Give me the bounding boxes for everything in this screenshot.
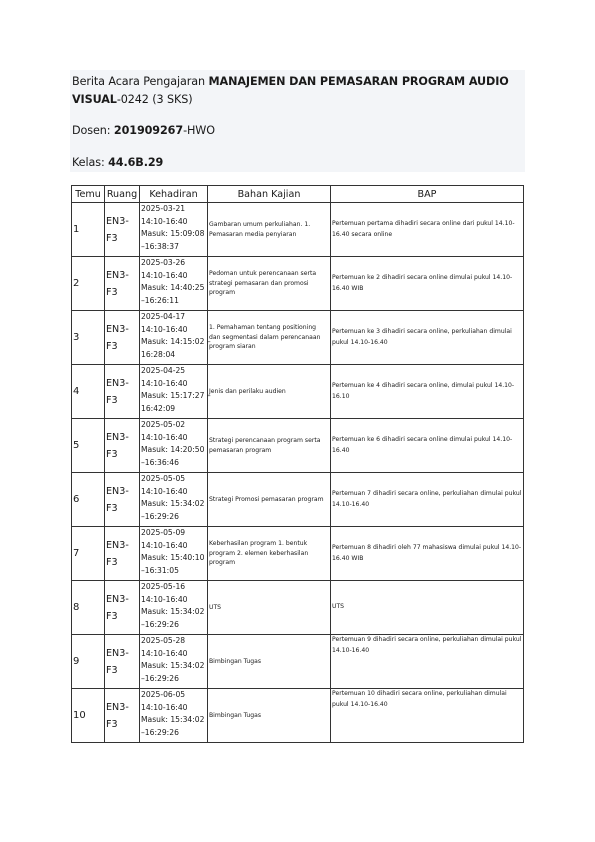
meeting-number: 8 — [72, 581, 105, 635]
checkout-time: –16:26:11 — [141, 295, 179, 305]
table-row — [72, 689, 524, 743]
table-row — [72, 527, 524, 581]
room-code: EN3- — [106, 593, 129, 605]
study-material: 1. Pemahaman tentang positioning dan segmentasi dalam perencanaan program siaran — [208, 311, 331, 365]
title-prefix: Berita Acara Pengajaran — [72, 75, 209, 88]
study-material: Bimbingan Tugas — [208, 689, 331, 743]
room-code: F3 — [106, 394, 118, 406]
meeting-time: 14:10-16:40 — [141, 378, 188, 388]
attendance-cell — [140, 473, 208, 527]
document-title — [72, 73, 522, 109]
checkout-time: –16:29:26 — [141, 727, 179, 737]
meeting-date: 2025-03-26 — [141, 258, 186, 267]
meeting-report: UTS — [331, 581, 524, 635]
lecturer-line — [72, 122, 215, 140]
meeting-report: Pertemuan 9 dihadiri secara online, perkuliahan dimulai pukul 14.10-16.40 — [331, 635, 524, 689]
room-cell — [105, 473, 140, 527]
checkout-time: –16:29:26 — [141, 673, 179, 683]
checkin-time: Masuk: 15:34:02 — [141, 607, 205, 617]
meeting-time: 14:10-16:40 — [141, 594, 188, 604]
room-code: EN3- — [106, 701, 129, 713]
class-line — [72, 154, 163, 172]
room-code: EN3- — [106, 377, 129, 389]
meeting-number: 7 — [72, 527, 105, 581]
checkin-time: Masuk: 14:15:02 – — [141, 337, 211, 347]
attendance-cell — [140, 527, 208, 581]
meeting-date: 2025-03-21 — [141, 204, 186, 213]
attendance-cell — [140, 581, 208, 635]
study-material: Keberhasilan program 1. bentuk program 2. elemen keberhasilan program — [208, 527, 331, 581]
meeting-report: Pertemuan ke 3 dihadiri secara online, perkuliahan dimulai pukul 14.10-16.40 — [331, 311, 524, 365]
class-label: Kelas: — [72, 156, 109, 169]
attendance-cell — [140, 689, 208, 743]
meeting-number: 1 — [72, 203, 105, 257]
room-code: EN3- — [106, 323, 129, 335]
checkout-time: 16:42:09 — [141, 403, 176, 413]
checkout-time: –16:36:46 — [141, 457, 179, 467]
meeting-date: 2025-05-02 — [141, 420, 186, 429]
room-cell — [105, 365, 140, 419]
class-value: 44.6B.29 — [108, 156, 164, 169]
meeting-report: Pertemuan ke 4 dihadiri secara online, dimulai pukul 14.10-16.10 — [331, 365, 524, 419]
room-cell — [105, 203, 140, 257]
study-material: Strategi perencanaan program serta pemasaran program — [208, 419, 331, 473]
course-name: MANAJEMEN DAN PEMASARAN PROGRAM AUDIO VISUAL — [72, 75, 509, 106]
study-material: Bimbingan Tugas — [208, 635, 331, 689]
meeting-report: Pertemuan 8 dihadiri oleh 77 mahasiswa dimulai pukul 14.10-16.40 WIB — [331, 527, 524, 581]
room-code: EN3- — [106, 539, 129, 551]
study-material: Pedoman untuk perencanaan serta strategi pemasaran dan promosi program — [208, 257, 331, 311]
checkin-time: Masuk: 15:34:02 — [141, 661, 205, 671]
meeting-time: 14:10-16:40 — [141, 216, 188, 226]
room-code: F3 — [106, 448, 118, 460]
attendance-cell — [140, 311, 211, 365]
lecturer-label: Dosen: — [72, 124, 114, 137]
attendance-cell — [140, 365, 211, 419]
study-material: UTS — [208, 581, 331, 635]
column-header: BAP — [331, 186, 524, 203]
meeting-time: 14:10-16:40 — [141, 270, 188, 280]
meeting-report: Pertemuan 7 dihadiri secara online, perkuliahan dimulai pukul 14.10-16.40 — [331, 473, 524, 527]
attendance-cell — [140, 257, 208, 311]
meeting-date: 2025-05-28 — [141, 636, 186, 645]
study-material: Strategi Promosi pemasaran program — [208, 473, 331, 527]
room-code: EN3- — [106, 431, 129, 443]
table-row — [72, 257, 524, 311]
table-row — [72, 365, 524, 419]
meeting-number: 3 — [72, 311, 105, 365]
checkin-time: Masuk: 14:40:25 — [141, 283, 205, 293]
column-header: Bahan Kajian — [208, 186, 331, 203]
column-header: Kehadiran — [140, 186, 208, 203]
checkout-time: –16:29:26 — [141, 619, 179, 629]
meeting-date: 2025-05-05 — [141, 474, 186, 483]
checkin-time: Masuk: 15:34:02 — [141, 499, 205, 509]
room-code: F3 — [106, 610, 118, 622]
meeting-time: 14:10-16:40 — [141, 486, 188, 496]
room-code: EN3- — [106, 485, 129, 497]
checkin-time: Masuk: 15:40:10 — [141, 553, 205, 563]
room-code: F3 — [106, 556, 118, 568]
checkin-time: Masuk: 15:34:02 — [141, 715, 205, 725]
meeting-time: 14:10-16:40 — [141, 324, 188, 334]
table-row — [72, 581, 524, 635]
room-cell — [105, 635, 140, 689]
course-code: -0242 (3 SKS) — [116, 93, 193, 106]
lecturer-id: 201909267 — [113, 124, 184, 137]
checkin-time: Masuk: 15:17:27 – — [141, 391, 211, 401]
meeting-time: 14:10-16:40 — [141, 432, 188, 442]
meeting-number: 9 — [72, 635, 105, 689]
meeting-date: 2025-04-17 — [141, 312, 186, 321]
table-row — [72, 473, 524, 527]
room-code: F3 — [106, 286, 118, 298]
attendance-cell — [140, 419, 208, 473]
lecturer-code: -HWO — [183, 124, 215, 137]
meeting-report: Pertemuan pertama dihadiri secara online dari pukul 14.10- 16.40 secara online — [331, 203, 524, 257]
room-code: F3 — [106, 502, 118, 514]
study-material: Gambaran umum perkuliahan. 1. Pemasaran media penyiaran — [208, 203, 331, 257]
room-cell — [105, 311, 140, 365]
meeting-time: 14:10-16:40 — [141, 648, 188, 658]
attendance-cell — [140, 203, 208, 257]
meeting-number: 6 — [72, 473, 105, 527]
meeting-time: 14:10-16:40 — [141, 540, 188, 550]
table-row — [72, 203, 524, 257]
table-header-row — [72, 186, 524, 203]
room-code: F3 — [106, 718, 118, 730]
room-code: F3 — [106, 232, 118, 244]
meeting-date: 2025-05-16 — [141, 582, 186, 591]
room-code: F3 — [106, 340, 118, 352]
checkout-time: 16:28:04 — [141, 349, 176, 359]
room-cell — [105, 527, 140, 581]
study-material: Jenis dan perilaku audien — [208, 365, 331, 419]
checkout-time: –16:29:26 — [141, 511, 179, 521]
meeting-date: 2025-05-09 — [141, 528, 186, 537]
meeting-report: Pertemuan ke 6 dihadiri secara online dimulai pukul 14.10-16.40 — [331, 419, 524, 473]
checkout-time: –16:38:37 — [141, 241, 179, 251]
room-cell — [105, 419, 140, 473]
checkout-time: –16:31:05 — [141, 565, 179, 575]
room-code: EN3- — [106, 269, 129, 281]
column-header: Temu — [72, 186, 105, 203]
room-code: EN3- — [106, 647, 129, 659]
table-row — [72, 419, 524, 473]
meeting-number: 5 — [72, 419, 105, 473]
meeting-number: 10 — [72, 689, 105, 743]
meeting-date: 2025-06-05 — [141, 690, 186, 699]
meeting-time: 14:10-16:40 — [141, 702, 188, 712]
checkin-time: Masuk: 14:20:50 — [141, 445, 205, 455]
column-header: Ruang — [105, 186, 140, 203]
table-row — [72, 635, 524, 689]
meeting-report: Pertemuan ke 2 dihadiri secara online dimulai pukul 14.10-16.40 WIB — [331, 257, 524, 311]
meeting-date: 2025-04-25 — [141, 366, 186, 375]
meeting-number: 4 — [72, 365, 105, 419]
table-row — [72, 311, 524, 365]
checkin-time: Masuk: 15:09:08 — [141, 229, 205, 239]
room-cell — [105, 257, 140, 311]
header-panel — [70, 70, 525, 172]
room-cell — [105, 581, 140, 635]
room-cell — [105, 689, 140, 743]
room-code: F3 — [106, 664, 118, 676]
attendance-cell — [140, 635, 208, 689]
attendance-table — [71, 185, 524, 743]
meeting-number: 2 — [72, 257, 105, 311]
meeting-report: Pertemuan 10 dihadiri secara online, perkuliahan dimulai pukul 14.10-16.40 — [331, 689, 524, 743]
room-code: EN3- — [106, 215, 129, 227]
